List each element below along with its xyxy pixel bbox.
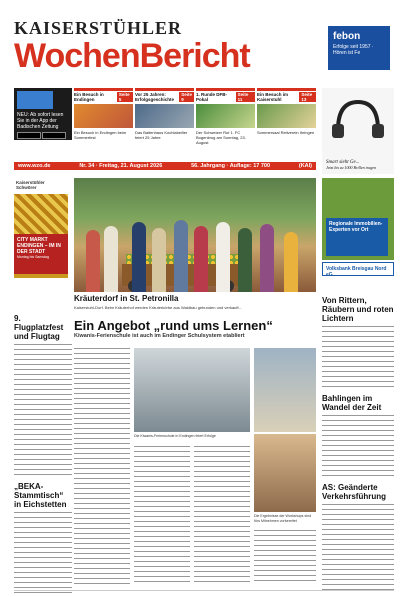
footer-divider	[14, 590, 394, 591]
febon-ad[interactable]	[328, 26, 390, 70]
teaser-4[interactable]	[257, 88, 316, 140]
citymarkt-hours: Montag bis Samstag	[17, 255, 49, 259]
citymarkt-brand: Kaiserstühler Schwörer	[14, 178, 68, 194]
citymarkt-graphic	[14, 194, 68, 234]
left-column	[14, 314, 72, 597]
teaser-1-section: Ein Besuch in Endingen	[74, 92, 104, 102]
teaser-4-section: Ein Besuch im Kaiserstuhl	[257, 92, 289, 102]
teaser-4-image	[257, 104, 316, 128]
flugplatzfest-body	[14, 344, 72, 476]
teaser-3-caption: Der Schweizer Ruf 1. FC Bogenkrug am Sonntag, 23. August	[196, 130, 246, 145]
rittern-headline[interactable]: Von Rittern, Räubern und roten Lichtern	[322, 296, 394, 323]
beka-body	[14, 512, 72, 597]
febon-brand: febon	[333, 31, 361, 42]
masthead-kicker: KAISERSTÜHLER	[14, 18, 183, 38]
class-photo	[134, 348, 250, 432]
workshop-photo-caption: Die Ergebnisse der Workshops sind fürs Mitnehmen vorbereitet	[254, 514, 312, 523]
app-teaser[interactable]	[14, 88, 72, 140]
glasses-ad-line2: Jetzt bis zu 1000 Brillen tragen	[326, 165, 377, 170]
teaser-4-caption: Sommersaal Reitverein Ihringen	[257, 130, 315, 135]
phone-icon	[17, 91, 53, 109]
bank-ad-text: Regionale Immobilien-Experten vor Ort	[326, 218, 388, 256]
photo-caption	[74, 292, 316, 310]
teaser-3-section: 1. Runde DFB-Pokal	[196, 92, 227, 102]
bahlingen-headline[interactable]: Bahlingen im Wandel der Zeit	[322, 394, 382, 412]
teaser-2-caption: Das Baltenhaus Kochlabeilier feiert 25 Jahre	[135, 130, 188, 140]
main-photo	[74, 178, 316, 292]
photo-caption-title: Kräuterdorf in St. Petronilla	[74, 294, 179, 303]
masthead	[14, 18, 314, 76]
bank-logo: Volksbank Breisgau Nord eG	[322, 262, 394, 276]
headphones-image	[328, 96, 388, 140]
teaser-4-page: Seite 13	[299, 92, 316, 102]
citymarkt-ad[interactable]	[14, 178, 68, 278]
workshop-photo	[254, 434, 316, 512]
edition-tag: (KAI)	[298, 163, 312, 169]
verkehr-body	[322, 504, 394, 592]
issue-info: Nr. 34 · Freitag, 21. August 2026	[79, 163, 163, 169]
glasses-ad-line1: Smart sieht Ge...	[326, 160, 360, 165]
students-photo	[254, 348, 316, 432]
febon-tagline: Erfolge seit 1957 · Hören ist Fe	[333, 44, 374, 56]
main-text-col-1	[74, 348, 130, 584]
beka-headline[interactable]: „BEKA-Stammtisch“ in Eichstetten	[14, 482, 67, 509]
app-store-badge[interactable]	[17, 132, 41, 139]
main-text-col-4	[254, 530, 316, 584]
rittern-body	[322, 326, 394, 388]
teaser-row	[14, 88, 316, 145]
glasses-ad[interactable]	[322, 88, 394, 174]
app-teaser-text: NEU: Ab sofort lesen Sie in der App der Badischen Zeitung	[17, 112, 64, 130]
main-subhead: Kiwanis-Ferienschule ist auch im Endinger Schulsystem etabliert	[74, 333, 245, 339]
google-play-badge[interactable]	[42, 132, 66, 139]
citymarkt-title: CITY MARKT ENDINGEN – IM IN DER STADT	[17, 237, 61, 255]
teaser-2-section: Vor 25 Jahren: Erfolgsgeschichte	[135, 92, 175, 102]
teaser-2-image	[135, 104, 194, 128]
teaser-3[interactable]	[196, 88, 255, 145]
flugplatzfest-headline[interactable]: 9. Flugplatzfest und Flugtag	[14, 314, 64, 341]
teaser-2-page: Seite 9	[181, 92, 192, 102]
photo-caption-text: Kaiserstuhl-Dorf. Beim Kräuterhof werden Kräuterkörbe aus Waldbau gebunden und verkauft...	[74, 305, 242, 310]
masthead-title: WochenBericht	[14, 37, 250, 75]
teaser-1-image	[74, 104, 133, 128]
teaser-1-page: Seite 5	[117, 92, 133, 102]
main-text-col-2	[134, 446, 190, 584]
teaser-2[interactable]	[135, 88, 194, 140]
teaser-3-page: Seite 11	[236, 92, 255, 102]
class-photo-caption: Die Kiwanis-Ferienschule in Endingen feiert Erfolge	[134, 434, 216, 438]
teaser-1[interactable]	[74, 88, 133, 140]
date-bar	[14, 162, 316, 170]
main-text-col-3	[194, 446, 250, 584]
verkehr-headline[interactable]: AS: Geänderte Verkehrsführung	[322, 483, 387, 501]
bahlingen-body	[322, 415, 394, 477]
main-headline[interactable]: Ein Angebot „rund ums Lernen“	[74, 318, 273, 333]
teaser-3-image	[196, 104, 255, 128]
bank-ad[interactable]	[322, 178, 394, 260]
site-url[interactable]: www.wzo.de	[18, 163, 51, 169]
teaser-1-caption: Ein Besuch in Endingen beim Sommerfest	[74, 130, 127, 140]
volume-info: 56. Jahrgang · Auflage: 17 700	[191, 163, 271, 169]
right-column	[322, 296, 394, 592]
